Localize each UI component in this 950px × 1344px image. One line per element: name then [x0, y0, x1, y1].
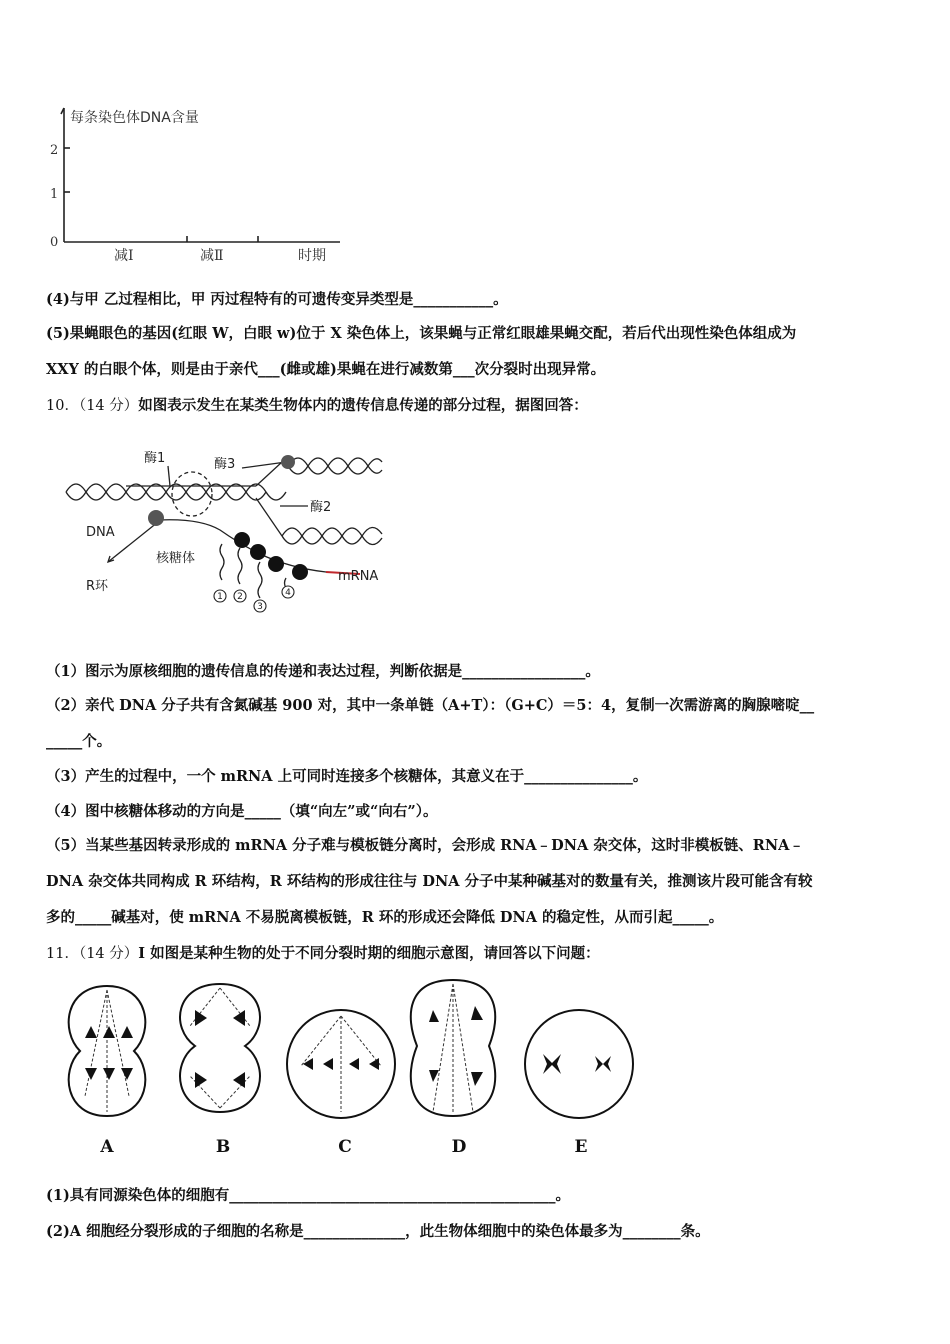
q10-part5-line2: DNA 杂交体共同构成 R 环结构，R 环结构的形成往往与 DNA 分子中某种碱基对的数量有关，推测该片段可能含有较 [46, 873, 813, 890]
peptide-label-2: 2 [237, 592, 243, 602]
q11-title: I 如图是某种生物的处于不同分裂时期的细胞示意图，请回答以下问题： [138, 945, 600, 962]
q11-header [46, 942, 600, 963]
q10-part3: （3）产生的过程中，一个 mRNA 上可同时连接多个核糖体，其意义在于_______________。 [46, 768, 648, 785]
q11-part1: (1)具有同源染色体的细胞有_____________________________________________。 [46, 1187, 571, 1204]
q10-header [46, 394, 588, 415]
q9-part5-line1: (5)果蝇眼色的基因(红眼 W，白眼 w)位于 X 染色体上，该果蝇与正常红眼雄果蝇交配，若后代出现性染色体组成为 [46, 325, 797, 342]
cell-label-b: B [215, 1137, 231, 1157]
q10-part2-line1: （2）亲代 DNA 分子共有含氮碱基 900 对，其中一条单链（A+T）：（G+C）＝5：4，复制一次需游离的胸腺嘧啶__ [46, 697, 815, 714]
label-enzyme3: 酶3 [214, 457, 236, 472]
peptide-label-3: 3 [257, 602, 263, 612]
q10-title: 如图表示发生在某类生物体内的遗传信息传递的部分过程，据图回答： [138, 397, 588, 414]
graph-xtick-meiosis2: 减Ⅱ [200, 248, 224, 264]
q11-number: 11．（14 分） [46, 946, 139, 962]
transcription-translation-diagram [60, 440, 390, 620]
q9-part5-line2: XXY 的白眼个体，则是由于亲代___(雌或雄)果蝇在进行减数第___次分裂时出现异常。 [46, 361, 606, 378]
q10-number: 10．（14 分） [46, 398, 139, 414]
cell-label-c: C [338, 1137, 352, 1157]
graph-xtick-period: 时期 [298, 248, 326, 264]
q10-part2-line2: _____个。 [46, 733, 112, 750]
cell-label-d: D [451, 1137, 467, 1157]
label-enzyme1: 酶1 [144, 451, 166, 466]
label-enzyme2: 酶2 [310, 500, 332, 515]
label-rloop: R环 [86, 579, 109, 594]
cell-division-diagram [55, 976, 645, 1166]
graph-ylabel: 每条染色体DNA含量 [70, 110, 199, 126]
label-mrna: mRNA [338, 569, 379, 584]
graph-ytick-0: 0 [50, 235, 59, 250]
graph-ytick-2: 2 [50, 143, 59, 158]
q10-part1: （1）图示为原核细胞的遗传信息的传递和表达过程，判断依据是_________________。 [46, 663, 600, 680]
cell-label-a: A [100, 1137, 114, 1157]
peptide-label-4: 4 [285, 588, 291, 598]
q10-part4: （4）图中核糖体移动的方向是_____（填“向左”或“向右”）。 [46, 803, 438, 820]
peptide-label-1: 1 [217, 592, 223, 602]
q10-part5-line3: 多的_____碱基对，使 mRNA 不易脱离模板链，R 环的形成还会降低 DNA 的稳定性，从而引起_____。 [46, 909, 724, 926]
label-ribosome: 核糖体 [156, 551, 196, 566]
dna-content-graph [40, 100, 360, 270]
q11-part2: (2)A 细胞经分裂形成的子细胞的名称是______________，此生物体细胞中的染色体最多为________条。 [46, 1223, 710, 1240]
graph-xtick-meiosis1: 减Ⅰ [114, 248, 134, 264]
graph-ytick-1: 1 [50, 187, 59, 202]
q10-part5-line1: （5）当某些基因转录形成的 mRNA 分子难与模板链分离时，会形成 RNA﹣DNA 杂交体，这时非模板链、RNA﹣ [46, 837, 804, 854]
q9-part4: (4)与甲 乙过程相比，甲 丙过程特有的可遗传变异类型是___________。 [46, 291, 508, 308]
label-dna: DNA [86, 525, 115, 540]
cell-label-e: E [574, 1137, 588, 1157]
